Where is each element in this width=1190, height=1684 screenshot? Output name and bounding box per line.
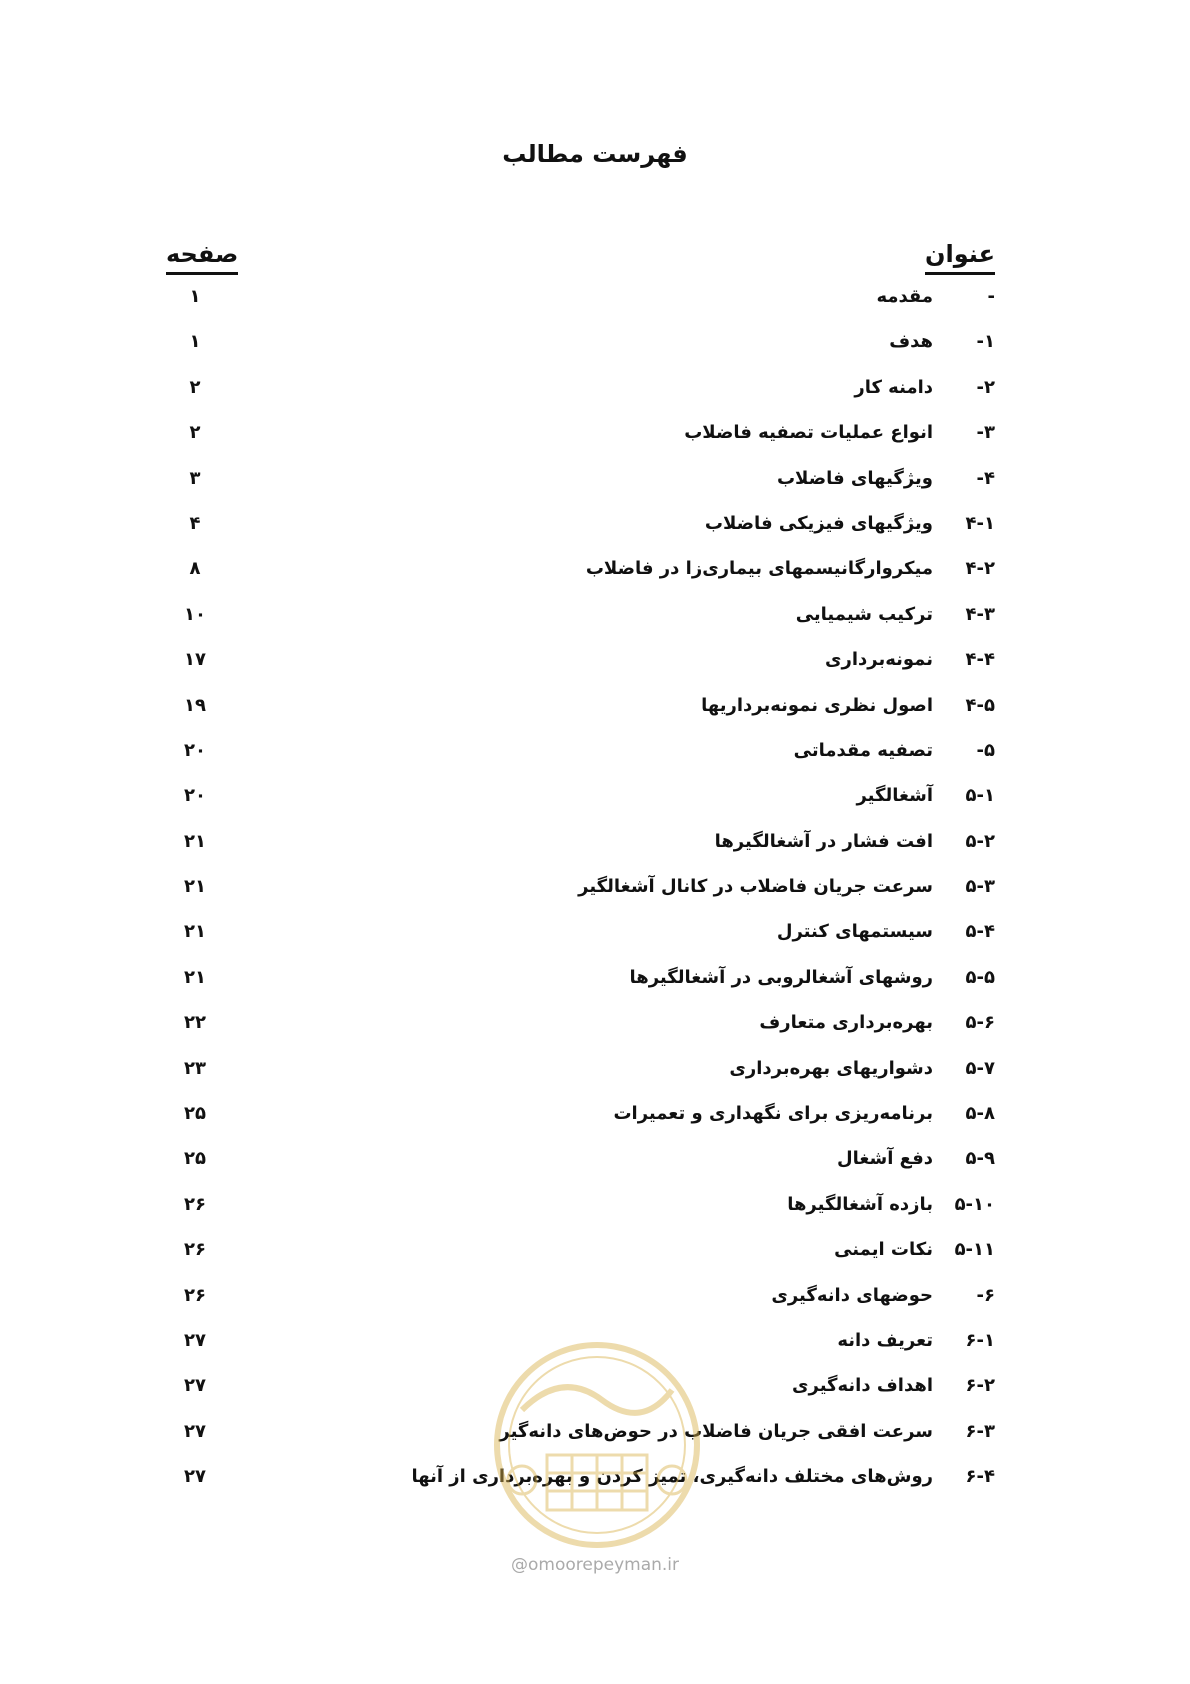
toc-entry-number: ۴- (976, 467, 995, 489)
toc-entry-page: ۸ (189, 558, 201, 580)
toc-entry-page: ۲۵ (184, 1103, 206, 1125)
toc-entry-page: ۴ (189, 512, 201, 534)
table-of-contents (0, 278, 1190, 1504)
toc-entry-label: اهداف دانه‌گیری (792, 1375, 933, 1397)
watermark-logo (482, 1330, 712, 1560)
toc-entry-page: ۲ (189, 376, 201, 398)
toc-entry-number: ۵-۶ (965, 1012, 995, 1034)
toc-entry (0, 596, 1190, 641)
toc-entry (0, 323, 1190, 368)
toc-entry (0, 1050, 1190, 1095)
toc-entry-label: نکات ایمنی (834, 1239, 933, 1261)
toc-entry (0, 959, 1190, 1004)
toc-entry (0, 278, 1190, 323)
toc-entry-page: ۳ (189, 467, 201, 489)
toc-entry-page: ۲۶ (184, 1239, 206, 1261)
toc-entry-page: ۲۱ (184, 876, 206, 898)
toc-entry-label: دامنه کار (854, 376, 933, 398)
toc-entry-page: ۱۷ (184, 649, 206, 671)
toc-entry-page: ۲۰ (184, 739, 206, 761)
toc-entry-label: برنامه‌ریزی برای نگهداری و تعمیرات (613, 1103, 933, 1125)
toc-entry-page: ۲۷ (184, 1466, 206, 1488)
toc-entry (0, 1095, 1190, 1140)
toc-entry-page: ۲۵ (184, 1148, 206, 1170)
toc-entry-page: ۲۶ (184, 1284, 206, 1306)
toc-entry-label: حوضهای دانه‌گیری (771, 1284, 933, 1306)
toc-entry-number: ۳- (976, 422, 995, 444)
toc-entry-number: ۶-۴ (965, 1466, 995, 1488)
toc-entry-number: ۶- (976, 1284, 995, 1306)
toc-entry-label: ترکیب شیمیایی (795, 603, 933, 625)
toc-entry-number: ۵-۸ (965, 1103, 995, 1125)
toc-entry (0, 1231, 1190, 1276)
toc-entry-label: روشهای آشغالروبی در آشغالگیرها (629, 966, 933, 988)
toc-entry-label: اصول نظری نمونه‌برداریها (701, 694, 933, 716)
toc-entry-label: انواع عملیات تصفیه فاضلاب (684, 422, 933, 444)
toc-entry-page: ۱۹ (184, 694, 206, 716)
toc-entry (0, 369, 1190, 414)
toc-entry-number: ۴-۱ (965, 512, 995, 534)
toc-entry-label: روش‌های مختلف دانه‌گیری، تمیز کردن و بهره‌برداری از آنها (411, 1466, 933, 1488)
toc-entry-label: تعریف دانه (837, 1329, 933, 1351)
toc-entry-page: ۲۳ (184, 1057, 206, 1079)
toc-entry-number: ۶-۲ (965, 1375, 995, 1397)
toc-entry-page: ۲۷ (184, 1329, 206, 1351)
toc-entry-label: بهره‌برداری متعارف (759, 1012, 933, 1034)
toc-entry-number: ۵-۱۱ (954, 1239, 995, 1261)
column-header-page: صفحه (166, 240, 238, 275)
toc-entry-number: ۵-۷ (965, 1057, 995, 1079)
toc-entry-label: دشواریهای بهره‌برداری (729, 1057, 933, 1079)
toc-entry (0, 1140, 1190, 1185)
toc-entry-number: ۵-۴ (965, 921, 995, 943)
toc-entry-label: بازده آشغالگیرها (787, 1193, 933, 1215)
toc-entry-label: مقدمه (876, 286, 933, 307)
toc-entry-number: ۴-۳ (965, 603, 995, 625)
toc-entry-number: ۴-۲ (965, 558, 995, 580)
toc-entry-number: ۶-۳ (965, 1420, 995, 1442)
toc-entry (0, 868, 1190, 913)
toc-entry-page: ۲ (189, 422, 201, 444)
toc-entry-label: سرعت جریان فاضلاب در کانال آشغالگیر (578, 876, 933, 898)
column-header-title: عنوان (925, 240, 995, 275)
toc-entry-number: ۵-۱۰ (954, 1193, 995, 1215)
toc-entry-page: ۲۷ (184, 1420, 206, 1442)
toc-entry-label: ویژگیهای فیزیکی فاضلاب (704, 512, 933, 534)
toc-entry-number: ۱- (976, 331, 995, 353)
toc-entry (0, 732, 1190, 777)
toc-entry-label: تصفیه مقدماتی (793, 739, 933, 761)
toc-entry-label: ویژگیهای فاضلاب (776, 467, 933, 489)
toc-entry-page: ۲۱ (184, 830, 206, 852)
toc-entry-number: - (987, 286, 995, 307)
toc-entry (0, 913, 1190, 958)
toc-entry (0, 823, 1190, 868)
toc-entry-page: ۱۰ (184, 603, 206, 625)
toc-entry-number: ۵-۵ (965, 966, 995, 988)
toc-entry (0, 505, 1190, 550)
toc-entry (0, 1186, 1190, 1231)
toc-entry-number: ۲- (976, 376, 995, 398)
toc-entry-page: ۲۱ (184, 921, 206, 943)
toc-entry-label: آشغالگیر (856, 785, 933, 807)
toc-entry-page: ۲۷ (184, 1375, 206, 1397)
toc-entry-number: ۵-۱ (965, 785, 995, 807)
toc-entry-label: میکروارگانیسمهای بیماری‌زا در فاضلاب (585, 558, 933, 580)
toc-entry (0, 414, 1190, 459)
toc-entry (0, 641, 1190, 686)
toc-entry-label: دفع آشغال (837, 1148, 933, 1170)
toc-entry-number: ۴-۵ (965, 694, 995, 716)
toc-entry-number: ۶-۱ (965, 1329, 995, 1351)
toc-entry (0, 777, 1190, 822)
toc-entry-label: افت فشار در آشغالگیرها (714, 830, 933, 852)
toc-entry-number: ۵- (976, 739, 995, 761)
toc-entry-number: ۵-۲ (965, 830, 995, 852)
toc-entry-page: ۲۶ (184, 1193, 206, 1215)
toc-entry-page: ۲۲ (184, 1012, 206, 1034)
toc-entry-number: ۴-۴ (965, 649, 995, 671)
page-title: فهرست مطالب (502, 140, 688, 168)
toc-entry-label: سیستمهای کنترل (776, 921, 933, 943)
toc-entry-label: سرعت افقی جریان فاضلاب در حوض‌های دانه‌گیر (499, 1420, 933, 1442)
toc-entry (0, 460, 1190, 505)
toc-entry-page: ۱ (189, 286, 201, 307)
toc-entry-number: ۵-۹ (965, 1148, 995, 1170)
toc-entry-label: هدف (889, 331, 933, 353)
watermark-site: @omoorepeyman.ir (510, 1555, 680, 1575)
toc-entry-page: ۲۱ (184, 966, 206, 988)
toc-entry (0, 687, 1190, 732)
toc-entry (0, 1277, 1190, 1322)
toc-entry (0, 1004, 1190, 1049)
toc-entry-label: نمونه‌برداری (824, 649, 933, 671)
toc-entry-page: ۱ (189, 331, 201, 353)
toc-entry-number: ۵-۳ (965, 876, 995, 898)
toc-entry-page: ۲۰ (184, 785, 206, 807)
toc-entry (0, 550, 1190, 595)
